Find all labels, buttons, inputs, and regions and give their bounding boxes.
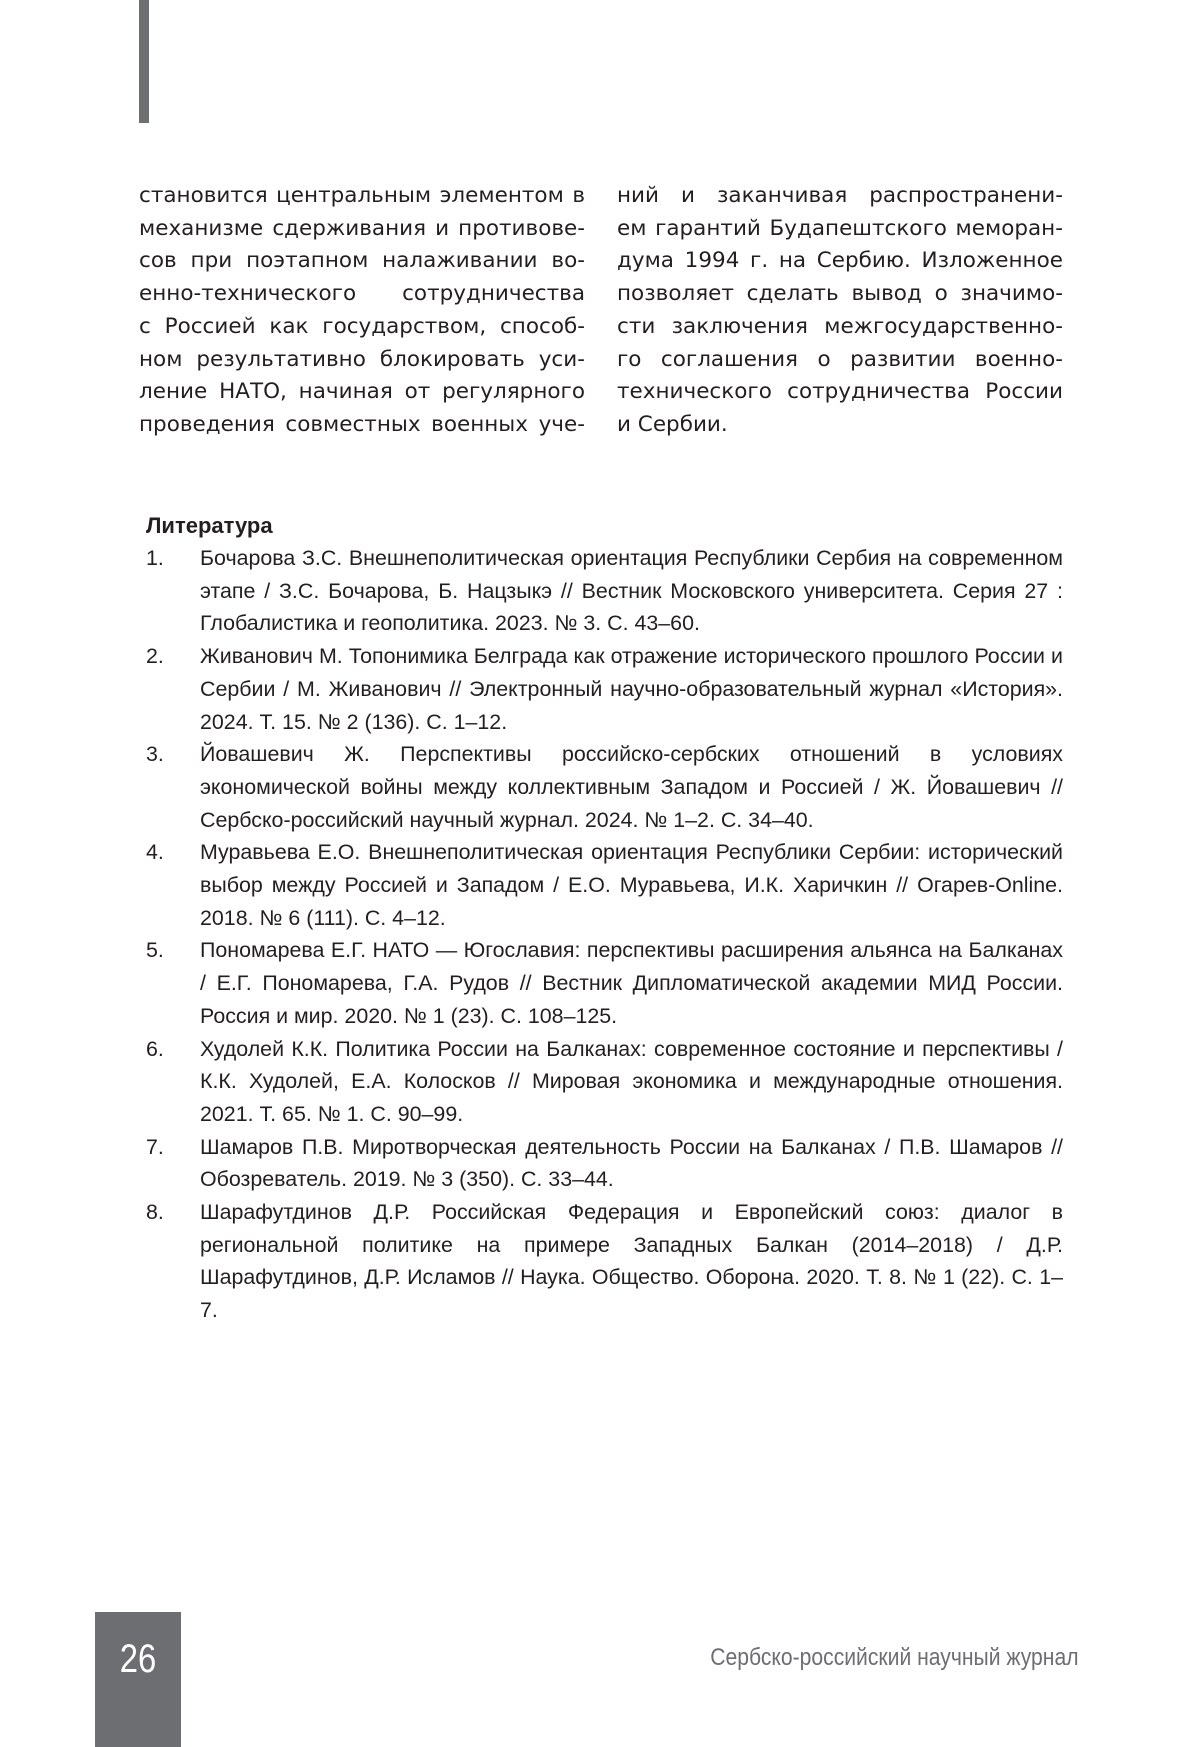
reference-item <box>146 1196 1063 1327</box>
reference-item <box>146 738 1063 836</box>
body-text-columns <box>139 180 1063 442</box>
reference-item <box>146 640 1063 738</box>
reference-number: 7. <box>146 1134 164 1159</box>
text-line: ление НАТО, начиная от регулярного <box>139 379 585 405</box>
reference-number: 8. <box>146 1200 164 1225</box>
text-line: ем гарантий Будапештского меморан- <box>617 215 1063 241</box>
journal-title: Сербско-российский научный журнал <box>710 1644 1079 1671</box>
text-line: сов при поэтапном налаживании во- <box>139 248 585 274</box>
reference-item <box>146 836 1063 934</box>
text-line: ний и заканчивая распространени- <box>617 183 1063 208</box>
text-line: позволяет сделать вывод о значимо- <box>617 281 1063 307</box>
reference-text: Шамаров П.В. Миротворческая деятельность России на Балканах / П.В. Шамаров // Обозреватель. 2019. № 3 (350). С. 33–44. <box>200 1134 1063 1192</box>
text-line: и Сербии. <box>617 411 728 437</box>
text-line: енно-технического сотрудничества <box>139 281 585 307</box>
right-column <box>617 180 1063 442</box>
left-column <box>139 180 585 442</box>
reference-item <box>146 1033 1063 1131</box>
text-line: дума 1994 г. на Сербию. Изложенное <box>617 248 1063 274</box>
reference-item <box>146 542 1063 640</box>
text-line: ном результативно блокировать уси- <box>139 346 585 372</box>
text-line: становится центральным элементом в <box>139 183 585 208</box>
reference-text: Худолей К.К. Политика России на Балканах: современное состояние и перспективы / К.К. Худолей, Е.А. Колосков // Мировая экономика и международные отношения. 2021. Т. 65. № 1. С. 90–99. <box>200 1036 1063 1126</box>
reference-text: Пономарева Е.Г. НАТО — Югославия: перспективы расширения альянса на Балканах / Е.Г. Пономарева, Г.А. Рудов // Вестник Дипломатической академии МИД России. Россия и мир. 2020. № 1 (23). С. 108–125. <box>200 938 1063 1028</box>
reference-number: 1. <box>146 546 164 570</box>
reference-text: Бочарова З.С. Внешнеполитическая ориентация Республики Сербия на современном этапе / З.С. Бочарова, Б. Нацзыкэ // Вестник Московского университета. Серия 27 : Глобалистика и геополитика. 2023. № 3. С. 43–60. <box>200 546 1063 636</box>
reference-number: 5. <box>146 938 164 963</box>
top-decorative-bar <box>139 0 149 123</box>
reference-text: Живанович М. Топонимика Белграда как отражение исторического прошлого России и Сербии / М. Живанович // Электронный научно-образовательный журнал «История». 2024. Т. 15. № 2 (136). С. 1–12. <box>200 644 1063 734</box>
reference-number: 3. <box>146 742 164 767</box>
text-line: го соглашения о развитии военно- <box>617 346 1063 372</box>
text-line: технического сотрудничества России <box>617 379 1063 405</box>
reference-number: 4. <box>146 840 164 865</box>
reference-item <box>146 1131 1063 1196</box>
text-line: сти заключения межгосударственно- <box>617 313 1063 339</box>
page-number: 26 <box>119 1637 157 1681</box>
text-line: с Россией как государством, способ- <box>139 313 585 339</box>
text-line: механизме сдерживания и противове- <box>139 215 585 241</box>
reference-number: 6. <box>146 1036 164 1061</box>
text-line: проведения совместных военных уче- <box>139 411 585 437</box>
reference-text: Муравьева Е.О. Внешнеполитическая ориентация Республики Сербии: исторический выбор между Россией и Западом / Е.О. Муравьева, И.К. Харичкин // Огарев-Online. 2018. № 6 (111). С. 4–12. <box>200 840 1063 930</box>
reference-text: Йовашевич Ж. Перспективы российско-сербских отношений в условиях экономической войны между коллективным Западом и Россией / Ж. Йовашевич // Сербско-российский научный журнал. 2024. № 1–2. С. 34–40. <box>200 742 1063 832</box>
reference-number: 2. <box>146 644 164 669</box>
reference-item <box>146 934 1063 1032</box>
reference-text: Шарафутдинов Д.Р. Российская Федерация и Европейский союз: диалог в региональной политике на примере Западных Балкан (2014–2018) / Д.Р. Шарафутдинов, Д.Р. Исламов // Наука. Общество. Оборона. 2020. Т. 8. № 1 (22). С. 1–7. <box>200 1200 1063 1323</box>
references-list <box>146 542 1063 1327</box>
literature-heading: Литература <box>146 513 273 538</box>
